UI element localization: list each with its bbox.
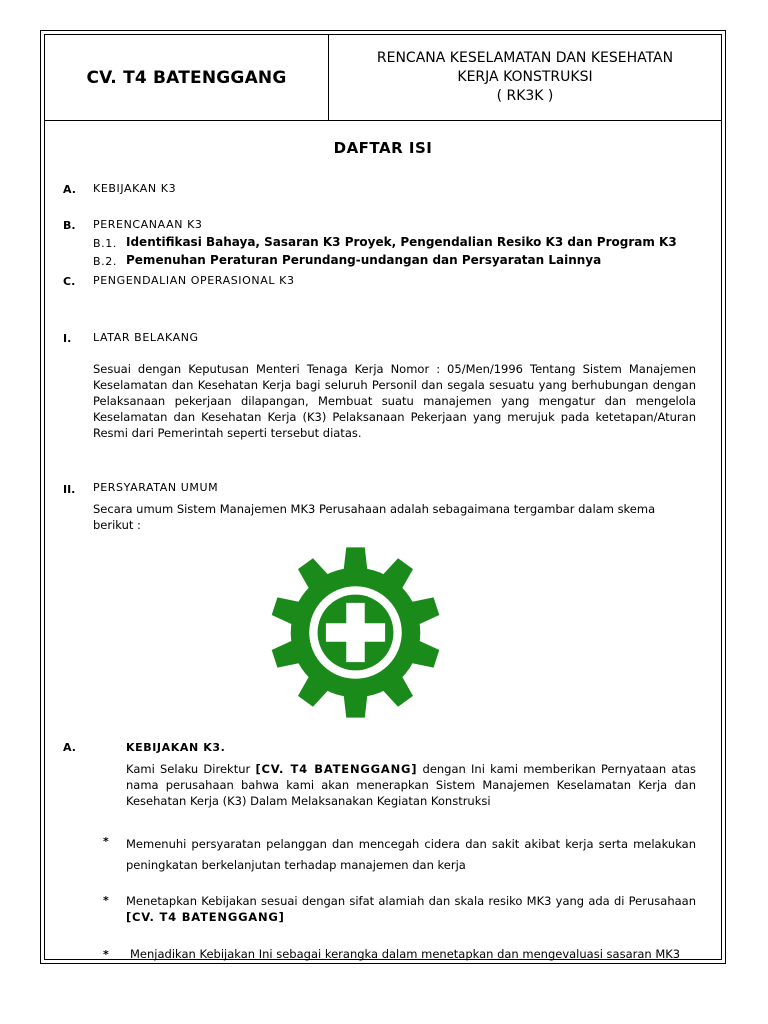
latar-belakang-paragraph: Sesuai dengan Keputusan Menteri Tenaga Kerja Nomor : 05/Men/1996 Tentang Sistem Manajemen Keselamatan dan Kesehatan Kerja bagi seluruh Personil dan segala sesuatu yang berhubungan dengan Pelaksanaan pekerjaan dilapangan, Membuat suatu manajemen yang mengatur dan mengelola Keselamatan dan Kesehatan Kerja (K3) Pelaksanaan Pekerjaan yang merujuk pada ketetapan/Aturan Resmi dari Pemerintah seperti tersebut diatas.	[93, 362, 696, 440]
toc-subitem-letter: B.2.	[93, 255, 117, 268]
bullet-item-text: Menetapkan Kebijakan sesuai dengan sifat alamiah dan skala resiko MK3 yang ada di Perusahaan	[126, 894, 696, 908]
section-number: II.	[63, 483, 76, 496]
persyaratan-umum-paragraph: Secara umum Sistem Manajemen MK3 Perusahaan adalah sebagaimana tergambar dalam skema berikut :	[93, 502, 656, 532]
kebijakan-intro-company: [CV. T4 BATENGGANG]	[255, 762, 418, 776]
toc-item-pengendalian: PENGENDALIAN OPERASIONAL K3	[93, 274, 295, 287]
gear-tooth	[343, 694, 367, 718]
document-header	[45, 35, 721, 121]
kebijakan-intro-after: dengan Ini kami memberikan Pernyataan atas nama perusahaan bahwa kami akan menerapkan Sistem Manajemen Keselamatan Kerja dan Kesehatan Kerja (K3) Dalam Melaksanakan Kegiatan Konstruksi	[126, 762, 696, 808]
gear-tooth	[343, 547, 367, 571]
document-title	[329, 35, 721, 120]
section-title-persyaratan-umum: PERSYARATAN UMUM	[93, 481, 219, 494]
bullet-item: Memenuhi persyaratan pelanggan dan mencegah cidera dan sakit akibat kerja serta melakukan peningkatan berkelanjutan terhadap manajemen dan kerja	[126, 837, 696, 872]
toc-item-letter: C.	[63, 275, 76, 288]
page-inner-border	[44, 34, 722, 960]
toc-item-perencanaan: PERENCANAAN K3	[93, 218, 203, 231]
company-cell	[45, 35, 329, 120]
section-title-latar-belakang: LATAR BELAKANG	[93, 331, 199, 344]
section-number: I.	[63, 332, 72, 345]
kebijakan-intro-before: Kami Selaku Direktur	[126, 762, 256, 776]
toc-item-kebijakan: KEBIJAKAN K3	[93, 182, 177, 195]
toc-item-letter: B.	[63, 219, 76, 232]
section-title-kebijakan: KEBIJAKAN K3.	[126, 741, 226, 754]
company-name: CV. T4 BATENGGANG	[86, 67, 287, 88]
bullet-marker: *	[103, 948, 109, 961]
document-title-line1: RENCANA KESELAMATAN DAN KESEHATAN	[376, 50, 674, 66]
document-title-line2: KERJA KONSTRUKSI	[457, 69, 593, 85]
document-title-line3: ( RK3K )	[496, 88, 554, 104]
toc-subitem-letter: B.1.	[93, 237, 117, 250]
toc-subitem-pemenuhan: Pemenuhan Peraturan Perundang-undangan dan Persyaratan Lainnya	[126, 253, 602, 267]
toc-title: DAFTAR ISI	[333, 139, 433, 157]
bullet-item-company: [CV. T4 BATENGGANG]	[126, 910, 285, 924]
bullet-marker: *	[103, 894, 109, 907]
toc-item-letter: A.	[63, 183, 76, 196]
bullet-marker: *	[103, 835, 109, 848]
bullet-item	[126, 893, 696, 925]
kebijakan-intro-paragraph	[126, 761, 696, 809]
k3-safety-gear-logo	[263, 540, 448, 725]
page-border	[40, 30, 726, 964]
bullet-item: Menjadikan Kebijakan Ini sebagai kerangka dalam menetapkan dan mengevaluasi sasaran MK3	[130, 947, 681, 961]
toc-subitem-identifikasi: Identifikasi Bahaya, Sasaran K3 Proyek, Pengendalian Resiko K3 dan Program K3	[126, 235, 677, 249]
section-letter: A.	[63, 741, 76, 754]
